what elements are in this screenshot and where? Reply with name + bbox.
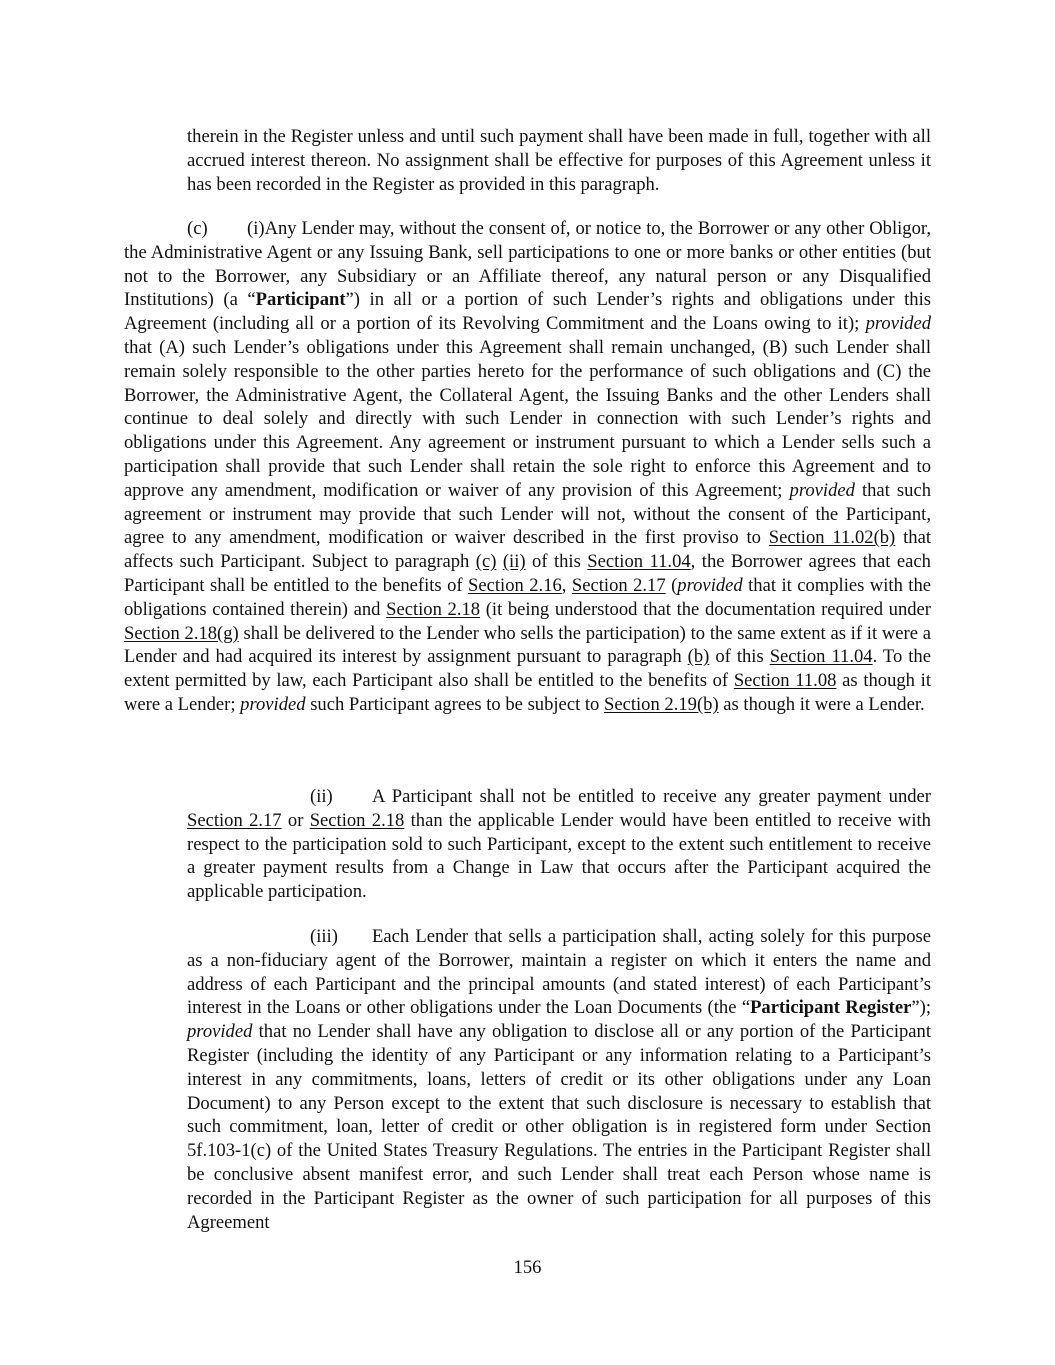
defined-term: Participant Register [750,997,912,1019]
text-run: of this [525,551,588,573]
paragraph-c-i-participations [124,217,931,717]
emphasis-text: provided [789,479,855,501]
paragraph-c-ii-greater-payment [187,785,931,904]
cross-reference: Section 11.02(b) [768,527,896,549]
text-run: A Participant shall not be entitled to receive any greater payment under [372,786,931,807]
text-run: that (A) such Lender’s obligations under this Agreement shall remain unchanged, (B) such Lender shall remain solely responsible to the other parties hereto for the performance of such obligations and (C) the Borrower, the Administrative Agent, the Collateral Agent, the Issuing Banks and the other Lenders shall continue to deal solely and directly with such Lender in connection with such Lender’s rights and obligations under this Agreement. Any agreement or instrument pursuant to which a Lender sells such a participation shall provide that such Lender shall retain the sole right to enforce this Agreement and to approve any amendment, modification or waiver of any provision of this Agreement; [124,336,931,501]
text-run: as though it were a Lender. [718,693,925,715]
emphasis-text: provided [865,313,931,335]
section-label: (c) [187,218,208,239]
cross-reference: Section 11.08 [733,670,837,692]
cross-reference: Section 2.19(b) [604,693,719,715]
cross-reference: Section 2.17 [187,809,282,831]
text-run: that it complies with the obligations contained therein) and [124,574,932,620]
text-run: such Participant agrees to be subject to [305,693,604,715]
cross-reference: Section 11.04 [587,551,691,573]
text-run: , the Borrower agrees that each Participant shall be entitled to the benefits of [124,551,931,596]
emphasis-text: provided [240,693,306,715]
section-label: (ii) [310,786,333,807]
cross-reference: Section 2.18 [309,809,405,831]
cross-reference: (c) [475,551,497,573]
text-run: that affects such Participant. Subject to paragraph [124,527,932,573]
defined-term: Participant [255,289,346,311]
section-label: (iii) [310,926,338,947]
text-run: or [281,809,310,831]
cross-reference: (ii) [502,551,526,573]
text-run: , [561,574,572,596]
emphasis-text: provided [187,1021,253,1043]
section-label: (i) [247,218,265,239]
text-run: therein in the Register unless and until such payment shall have been made in full, together with all accrued interest thereon. No assignment shall be effective for purposes of this Agreement unless it has been recorded in the Register as provided in this paragraph. [187,126,931,195]
text-run: than the applicable Lender would have been entitled to receive with respect to the participation sold to such Participant, except to the extent such entitlement to receive a greater payment results from a Change in Law that occurs after the Participant acquired the applicable participation. [187,809,931,903]
text-run: that no Lender shall have any obligation to disclose all or any portion of the Participant Register (including the identity of any Participant or any information relating to a Participant’s interest in any commitments, loans, letters of credit or its other obligations under any Loan Document) to any Person except to the extent that such disclosure is necessary to establish that such commitment, loan, letter of credit or other obligation is in registered form under Section 5f.103-1(c) of the United States Treasury Regulations. The entries in the Participant Register shall be conclusive absent manifest error, and such Lender shall treat each Person whose name is recorded in the Participant Register as the owner of such participation for all purposes of this Agreement [187,1021,931,1233]
cross-reference: Section 2.18 [386,598,481,620]
paragraph-c-iii-participant-register [187,925,931,1234]
text-run: ”) in all or a portion of such Lender’s rights and obligations under this Agreement (including all or a portion of its Revolving Commitment and the Loans owing to it); [124,289,931,335]
text-run: as though it were a Lender; [124,670,931,715]
cross-reference: Section 2.17 [571,574,666,596]
text-run: of this [709,646,770,668]
page-number: 156 [513,1257,542,1278]
text-run: shall be delivered to the Lender who sells the participation) to the same extent as if it were a Lender and had acquired its interest by assignment pursuant to paragraph [124,622,932,668]
emphasis-text: provided [677,574,743,596]
cross-reference: Section 11.04 [769,646,873,668]
paragraph-register-continuation [187,125,931,196]
cross-reference: Section 2.18(g) [124,622,239,644]
text-run: ( [665,574,678,596]
cross-reference: (b) [687,646,710,668]
text-run: that such agreement or instrument may provide that such Lender will not, without the consent of the Participant, agree to any amendment, modification or waiver described in the first proviso to [124,479,931,549]
text-run: (it being understood that the documentation required under [480,598,931,620]
text-run: Any Lender may, without the consent of, or notice to, the Borrower or any other Obligor, the Administrative Agent or any Issuing Bank, sell participations to one or more banks or other entities (but not to the Borrower, any Subsidiary or an Affiliate thereof, any natural person or any Disqualified Institutions) (a “ [124,218,931,311]
text-run: Each Lender that sells a participation shall, acting solely for this purpose as a non-fiduciary agent of the Borrower, maintain a register on which it enters the name and address of each Participant and the principal amounts (and stated interest) of each Participant’s interest in the Loans or other obligations under the Loan Documents (the “ [187,926,931,1019]
text-run: ”); [911,997,931,1019]
cross-reference: Section 2.16 [468,574,562,596]
text-run: . To the extent permitted by law, each Participant also shall be entitled to the benefits of [124,646,931,692]
